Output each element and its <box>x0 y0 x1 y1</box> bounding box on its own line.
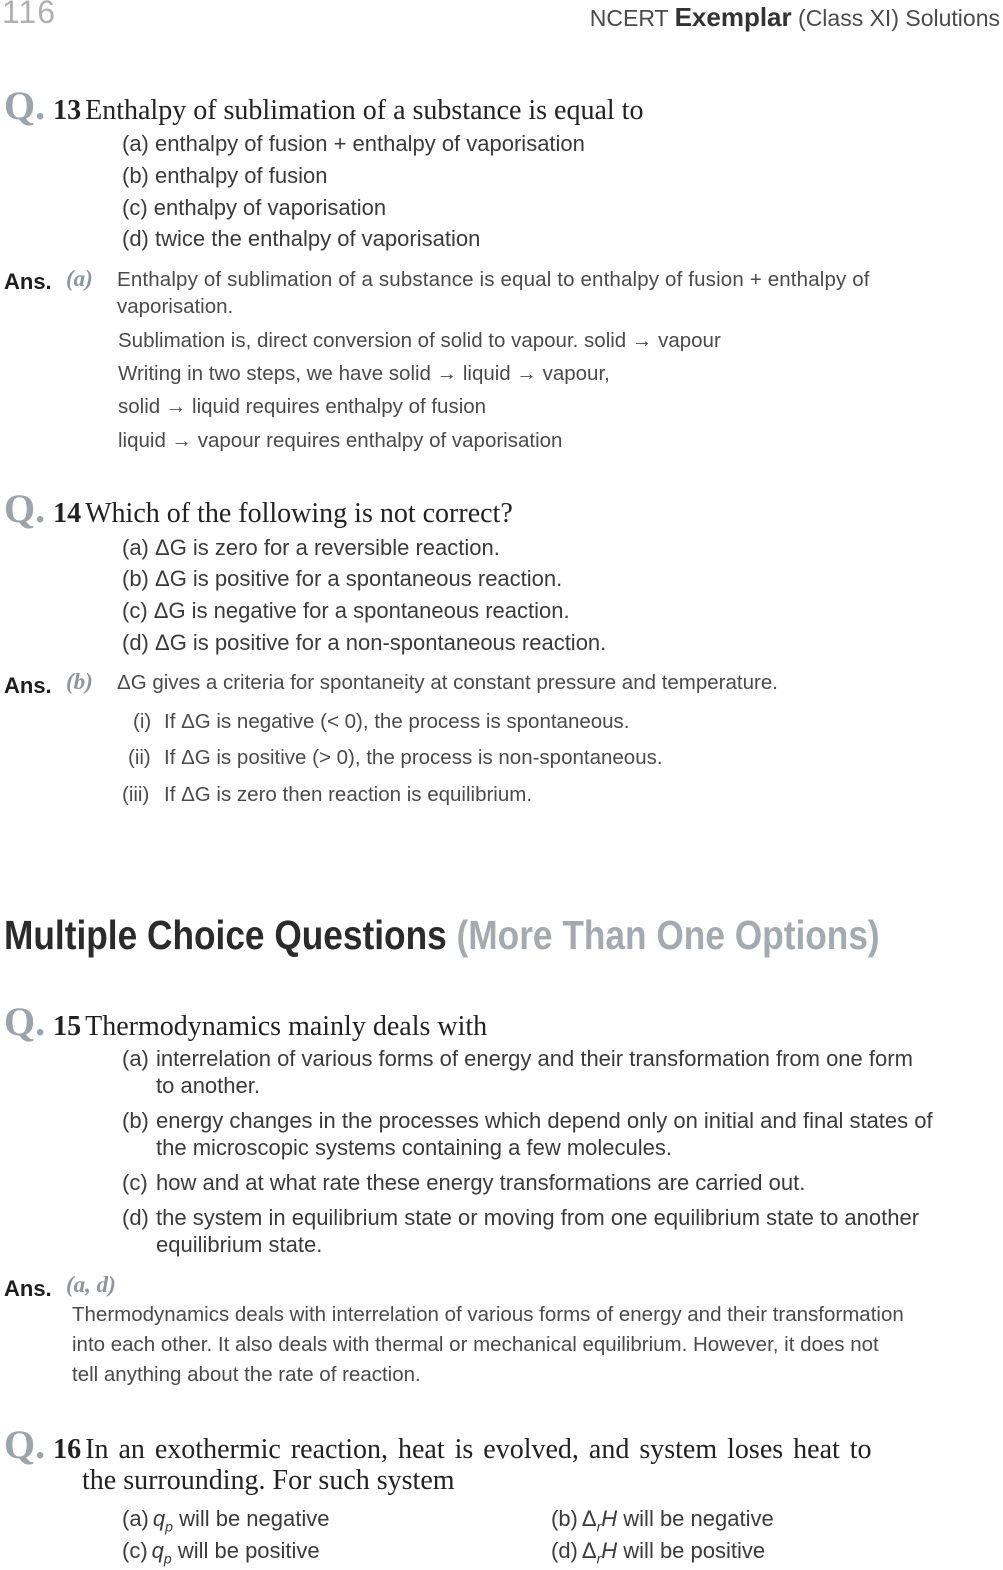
option-d: (d) twice the enthalpy of vaporisation <box>122 226 481 251</box>
option-text: how and at what rate these energy transformations are carried out. <box>156 1170 806 1195</box>
answer-line: into each other. It also deals with thermal or mechanical equilibrium. However, it does not <box>72 1333 879 1356</box>
option-text: will be negative <box>623 1506 774 1531</box>
option-label: (b) <box>122 1108 149 1133</box>
answer-line: Writing in two steps, we have solid → liquid → vapour, <box>118 362 610 385</box>
answer-text: vaporisation. <box>117 295 234 318</box>
answer-line: Thermodynamics deals with interrelation of various forms of energy and their transformation <box>72 1303 904 1326</box>
question-mark: Q. <box>4 83 46 128</box>
answer-line: solid → liquid requires enthalpy of fusion <box>118 395 487 418</box>
question-14 <box>4 485 513 532</box>
question-text: In an exothermic reaction, heat is evolved, and system loses heat to <box>85 1434 872 1465</box>
header-bold: Exemplar <box>674 2 792 32</box>
option-d: (d) ΔG is positive for a non-spontaneous reaction. <box>122 630 607 655</box>
option-text: interrelation of various forms of energy and their transformation from one form <box>156 1046 913 1071</box>
option-text: energy changes in the processes which depend only on initial and final states of <box>156 1108 933 1133</box>
page-number: 116 <box>2 0 57 30</box>
question-number: 13 <box>53 95 82 126</box>
subscript: p <box>163 1550 172 1567</box>
answer-text: ΔG gives a criteria for spontaneity at constant pressure and temperature. <box>117 671 778 694</box>
symbol: q <box>152 1506 166 1531</box>
option-text: to another. <box>156 1073 260 1098</box>
subscript: r <box>596 1550 602 1567</box>
option-label: (d) <box>551 1538 578 1563</box>
answer-line: liquid → vapour requires enthalpy of vaporisation <box>118 429 563 452</box>
symbol: Δ <box>581 1506 597 1531</box>
option-label: (a) <box>122 1046 149 1071</box>
answer-label: Ans. <box>4 1276 52 1301</box>
symbol: H <box>601 1506 618 1531</box>
question-15 <box>4 998 487 1045</box>
answer-label: Ans. <box>4 269 52 294</box>
point-text: If ΔG is positive (> 0), the process is non-spontaneous. <box>164 746 663 769</box>
section-title-paren: (More Than One Options) <box>456 912 880 958</box>
option-label: (c) <box>122 1170 148 1195</box>
answer-line: Sublimation is, direct conversion of solid to vapour. solid → vapour <box>118 329 721 352</box>
answer-key: (a, d) <box>66 1272 116 1297</box>
section-title-main: Multiple Choice Questions <box>4 912 447 958</box>
header-prefix: NCERT <box>589 5 669 31</box>
section-title <box>4 912 880 959</box>
question-text: Thermodynamics mainly deals with <box>85 1011 488 1042</box>
option-text: will be positive <box>177 1538 320 1563</box>
option-c: (c) ΔG is negative for a spontaneous reaction. <box>122 598 570 623</box>
option-text: the system in equilibrium state or moving from one equilibrium state to another <box>156 1205 920 1230</box>
question-number: 14 <box>53 498 82 529</box>
answer-key: (b) <box>66 669 93 694</box>
symbol: q <box>151 1538 164 1563</box>
option-a: (a) enthalpy of fusion + enthalpy of vaporisation <box>122 131 585 156</box>
running-header <box>590 2 1000 33</box>
option-a <box>122 1506 330 1534</box>
question-16 <box>4 1421 872 1468</box>
question-number: 15 <box>53 1011 82 1042</box>
option-b <box>551 1506 774 1534</box>
point-number: (i) <box>133 710 152 733</box>
option-c <box>122 1538 320 1566</box>
option-a: (a) ΔG is zero for a reversible reaction. <box>122 535 500 560</box>
answer-text: Enthalpy of sublimation of a substance is equal to enthalpy of fusion + enthalpy of <box>117 268 870 291</box>
question-text: Which of the following is not correct? <box>85 498 513 529</box>
question-text: Enthalpy of sublimation of a substance is equal to <box>85 95 644 126</box>
question-mark: Q. <box>4 1422 46 1467</box>
symbol: Δ <box>581 1538 597 1563</box>
subscript: p <box>165 1518 173 1535</box>
question-mark: Q. <box>4 486 46 531</box>
symbol: H <box>601 1538 618 1563</box>
point-number: (iii) <box>122 783 150 806</box>
option-label: (c) <box>122 1538 148 1563</box>
option-text: equilibrium state. <box>156 1232 323 1257</box>
point-text: If ΔG is zero then reaction is equilibrium. <box>164 783 533 806</box>
answer-label: Ans. <box>4 673 52 698</box>
answer-line: tell anything about the rate of reaction. <box>72 1363 421 1386</box>
point-text: If ΔG is negative (< 0), the process is spontaneous. <box>164 710 630 733</box>
question-number: 16 <box>53 1434 82 1465</box>
question-text: the surrounding. For such system <box>82 1465 455 1496</box>
option-d <box>551 1538 765 1566</box>
subscript: r <box>596 1518 602 1535</box>
option-b: (b) ΔG is positive for a spontaneous reaction. <box>122 566 563 591</box>
question-13 <box>4 82 643 129</box>
point-number: (ii) <box>128 746 151 769</box>
header-suffix: (Class XI) Solutions <box>798 5 1000 31</box>
option-c: (c) enthalpy of vaporisation <box>122 195 387 220</box>
answer-key: (a) <box>66 266 93 291</box>
option-label: (a) <box>122 1506 149 1531</box>
option-text: the microscopic systems containing a few molecules. <box>156 1135 672 1160</box>
question-mark: Q. <box>4 999 46 1044</box>
option-text: will be negative <box>179 1506 330 1531</box>
option-b: (b) enthalpy of fusion <box>122 163 328 188</box>
option-label: (d) <box>122 1205 149 1230</box>
option-text: will be positive <box>623 1538 766 1563</box>
option-label: (b) <box>551 1506 578 1531</box>
